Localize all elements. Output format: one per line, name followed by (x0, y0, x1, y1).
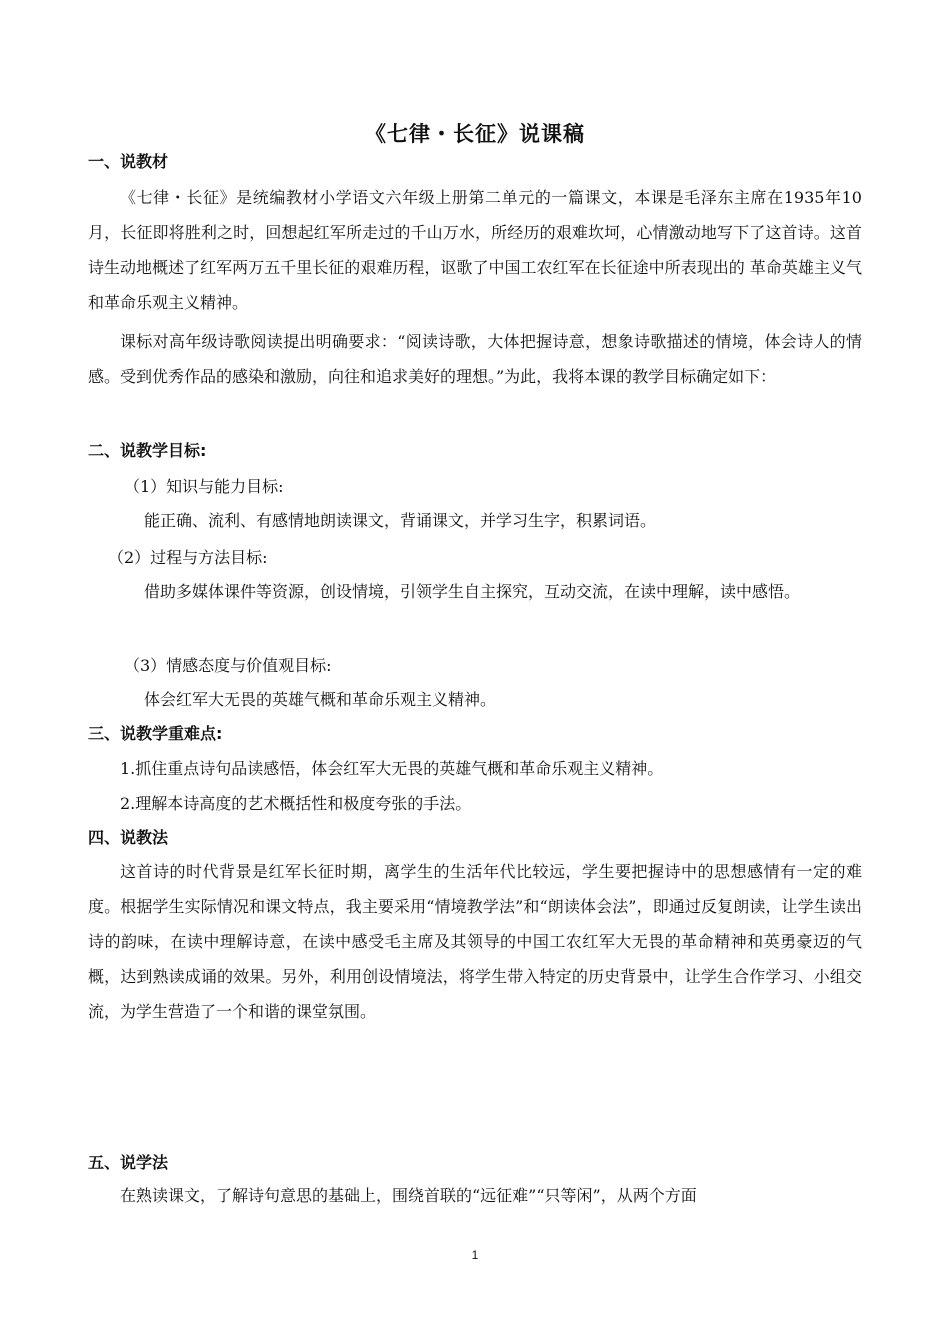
key-point-item: 1.抓住重点诗句品读感悟，体会红军大无畏的英雄气概和革命乐观主义精神。 (120, 759, 664, 778)
paragraph-teaching-methods: 这首诗的时代背景是红军长征时期，离学生的生活年代比较远，学生要把握诗中的思想感情有一定的难度。根据学生实际情况和课文特点，我主要采用“情境教学法”和“朗读体会法”，即通过反复朗读，让学生读出诗的韵味，在读中理解诗意，在读中感受毛主席及其领导的中国工农红军大无畏的革命精神和英勇豪迈的气概，达到熟读成诵的效果。另外，利用创设情境法，将学生带入特定的历史背景中，让学生合作学习、小组交流，为学生营造了一个和谐的课堂氛围。 (88, 862, 862, 1021)
section-heading-learning-methods: 五、说学法 (88, 1153, 169, 1172)
key-point-item: 2.理解本诗高度的艺术概括性和极度夸张的手法。 (120, 794, 472, 813)
objective-1-text: 能正确、流利、有感情地朗读课文，背诵课文，并学习生字，积累词语。 (144, 511, 657, 530)
paragraph-textbook-intro: 《七律・长征》是统编教材小学语文六年级上册第二单元的一篇课文，本课是毛泽东主席在1935年10月，长征即将胜利之时，回想起红军所走过的千山万水，所经历的艰难坎坷，心情激动地写下了这首诗。这首诗生动地概述了红军两万五千里长征的艰难历程，讴歌了中国工农红军在长征途中所表现出的 革命英雄主义气和革命乐观主义精神。 (88, 188, 862, 312)
section-heading-teaching-methods: 四、说教法 (88, 828, 169, 847)
section-heading-objectives: 二、说教学目标: (88, 441, 207, 460)
section-heading-key-points: 三、说教学重难点: (88, 724, 223, 743)
objective-3-text: 体会红军大无畏的英雄气概和革命乐观主义精神。 (144, 690, 497, 709)
document-title: 《七律・长征》说课稿 (365, 122, 585, 146)
paragraph-learning-methods: 在熟读课文，了解诗句意思的基础上，围绕首联的“远征难”“只等闲”，从两个方面 (120, 1186, 697, 1205)
objective-2-label: （2）过程与方法目标: (108, 548, 268, 567)
objective-1-label: （1）知识与能力目标: (124, 477, 284, 496)
section-heading-textbook: 一、说教材 (88, 152, 169, 171)
paragraph-curriculum-standard: 课标对高年级诗歌阅读提出明确要求：“阅读诗歌，大体把握诗意，想象诗歌描述的情境，体会诗人的情感。受到优秀作品的感染和激励，向往和追求美好的理想。”为此，我将本课的教学目标确定如下： (88, 332, 862, 386)
objective-2-text: 借助多媒体课件等资源，创设情境，引领学生自主探究，互动交流，在读中理解，读中感悟。 (144, 582, 801, 601)
page-number: 1 (471, 1248, 479, 1262)
objective-3-label: （3）情感态度与价值观目标: (124, 656, 332, 675)
